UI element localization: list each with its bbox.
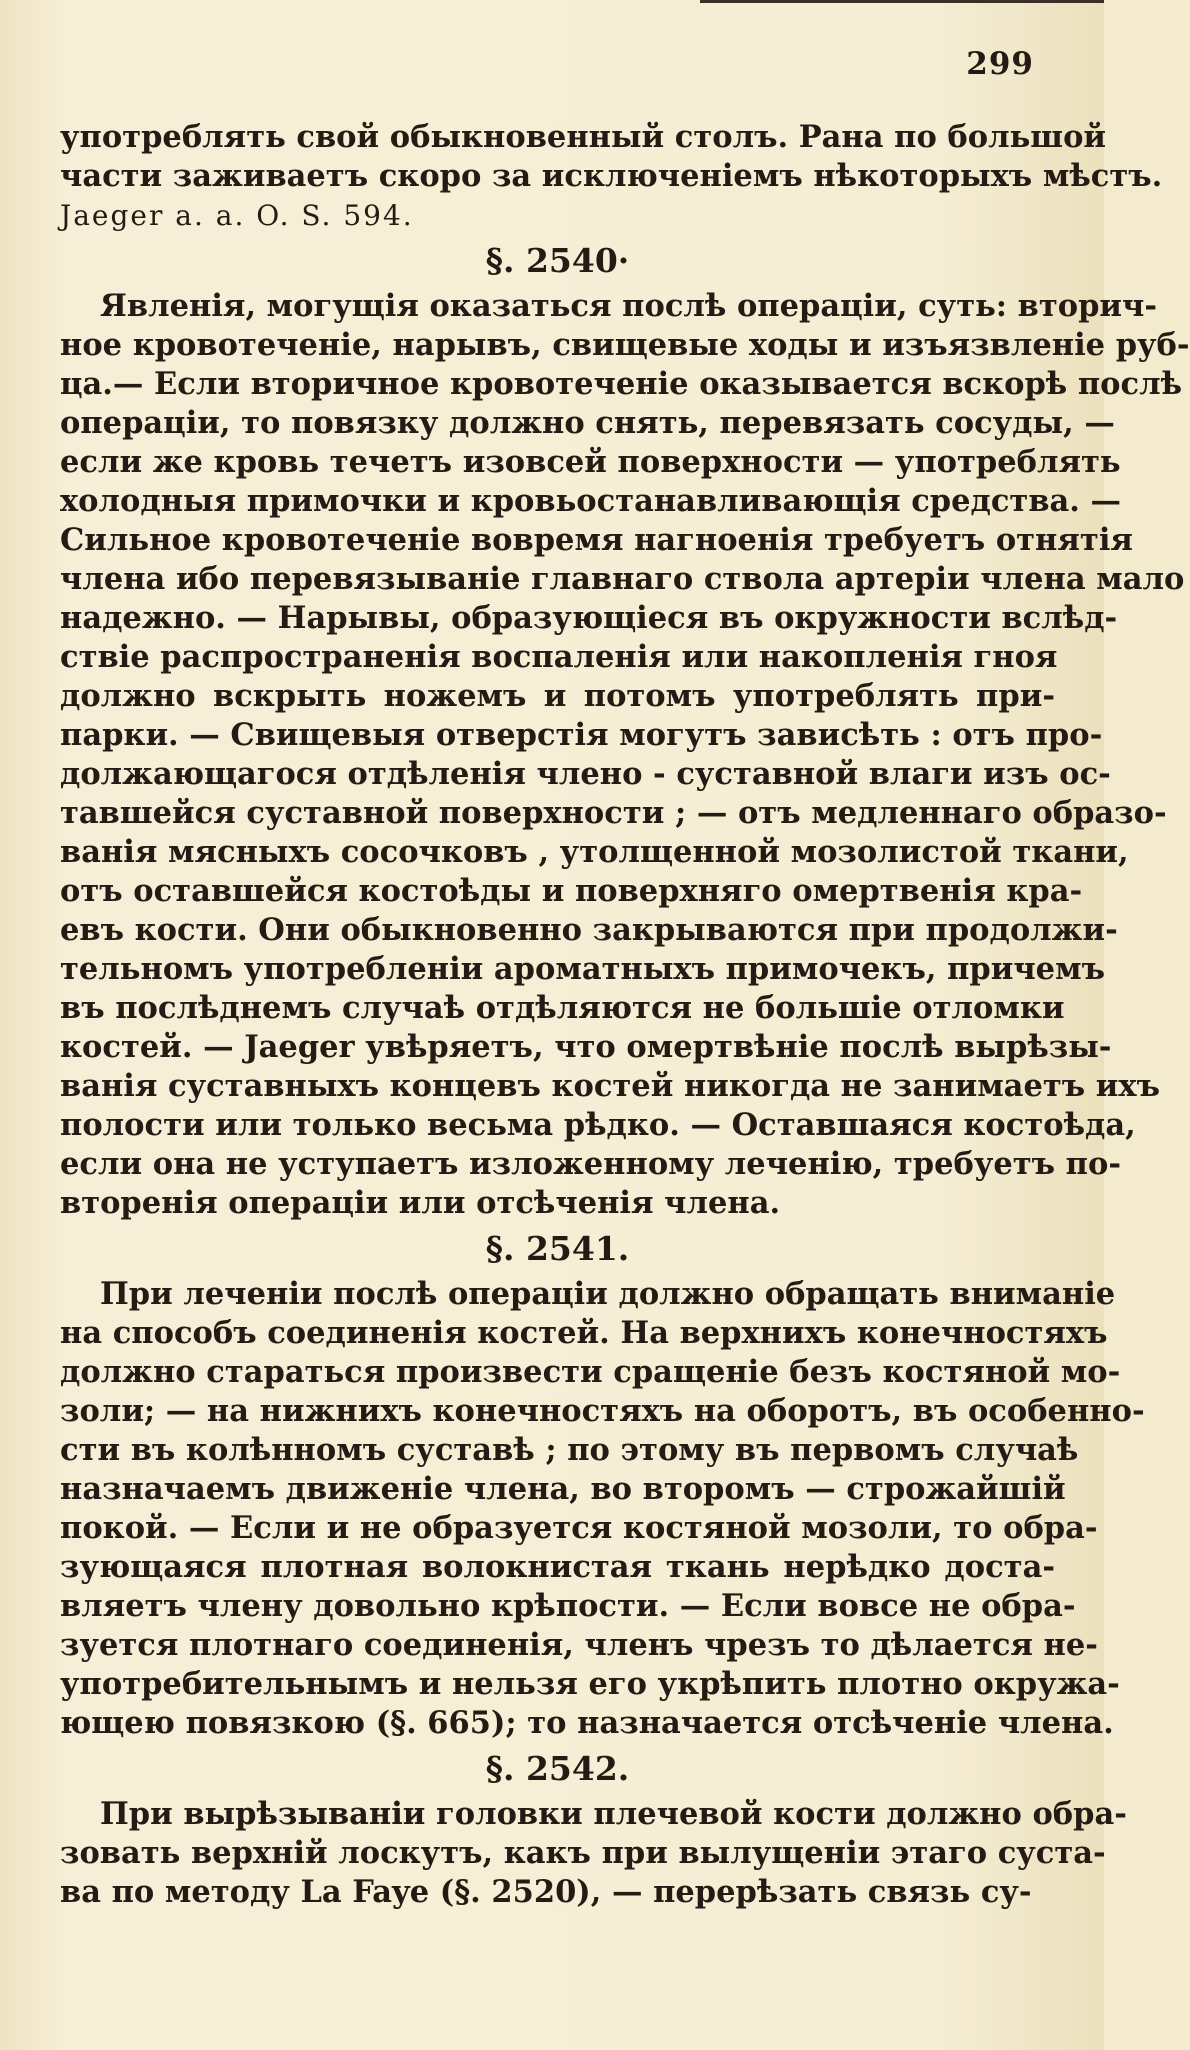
text-line: холодныя примочки и кровьостанавливающія средства. — xyxy=(60,483,1122,519)
section-heading: §. 2542. xyxy=(485,1749,630,1788)
text-line: зуется плотнаго соединенія, членъ чрезъ то дѣлается не- xyxy=(60,1627,1098,1663)
text-line: члена ибо перевязываніе главнаго ствола артеріи члена мало xyxy=(60,561,1185,597)
text-line: сти въ колѣнномъ суставѣ ; по этому въ первомъ случаѣ xyxy=(60,1432,1079,1468)
text-line: употребительнымъ и нельзя его укрѣпить плотно окружа- xyxy=(60,1666,1120,1702)
text-line: назначаемъ движеніе члена, во второмъ — строжайшій xyxy=(60,1471,1066,1507)
text-line: отъ оставшейся костоѣды и поверхняго омертвенія кра- xyxy=(60,873,1083,909)
text-line: если она не уступаетъ изложенному леченію, требуетъ по- xyxy=(60,1146,1122,1182)
page-number: 299 xyxy=(966,46,1034,82)
top-rule xyxy=(700,0,1104,3)
text-line: евъ кости. Они обыкновенно закрываются при продолжи- xyxy=(60,912,1118,948)
text-line: должающагося отдѣленія члено - суставной влаги изъ ос- xyxy=(60,756,1111,792)
paragraph xyxy=(60,287,1190,1223)
text-line: зовать верхній лоскутъ, какъ при вылущеніи этаго суста- xyxy=(60,1835,1106,1871)
text-line: употреблять свой обыкновенный столъ. Рана по большой xyxy=(60,119,1107,155)
text-line: ющею повязкою (§. 665); то назначается отсѣченіе члена. xyxy=(60,1705,1114,1741)
paragraph xyxy=(60,1795,1127,1912)
text-line: ванія мясныхъ сосочковъ , утолщенной мозолистой ткани, xyxy=(60,834,1129,870)
text-column xyxy=(60,118,1190,1912)
section-heading: §. 2541. xyxy=(485,1229,630,1268)
text-line: При леченіи послѣ операціи должно обращать вниманіе xyxy=(100,1276,1116,1312)
text-line: Jaeger a. a. O. S. 594. xyxy=(60,199,414,232)
text-line: ванія суставныхъ концевъ костей никогда не занимаетъ ихъ xyxy=(60,1068,1160,1104)
text-line: парки. — Свищевыя отверстія могутъ зависѣть : отъ про- xyxy=(60,717,1103,753)
section-heading: §. 2540· xyxy=(485,241,630,280)
text-line: вторенія операціи или отсѣченія члена. xyxy=(60,1185,781,1221)
text-line: ва по методу La Faye (§. 2520), — перерѣзать связь су- xyxy=(60,1874,1032,1910)
text-line: костей. — Jaeger увѣряетъ, что омертвѣніе послѣ вырѣзы- xyxy=(60,1029,1112,1065)
text-line: ствіе распространенія воспаленія или накопленія гноя xyxy=(60,639,1058,675)
text-line: если же кровь течетъ изовсей поверхности — употреблять xyxy=(60,444,1121,480)
text-line: тавшейся суставной поверхности ; — отъ медленнаго образо- xyxy=(60,795,1167,831)
text-line: вляетъ члену довольно крѣпости. — Если вовсе не обра- xyxy=(60,1588,1076,1624)
text-line: золи; — на нижнихъ конечностяхъ на оборотъ, въ особенно- xyxy=(60,1393,1145,1429)
text-line: При вырѣзываніи головки плечевой кости должно обра- xyxy=(100,1796,1127,1832)
text-line: тельномъ употребленіи ароматныхъ примочекъ, причемъ xyxy=(60,951,1105,987)
text-line: должно стараться произвести сращеніе безъ костяной мо- xyxy=(60,1354,1121,1390)
text-line: Явленія, могущія оказаться послѣ операціи, суть: вторич- xyxy=(100,288,1158,324)
text-line: полости или только весьма рѣдко. — Оставшаяся костоѣда, xyxy=(60,1107,1136,1143)
text-line: операціи, то повязку должно снять, перевязать сосуды, — xyxy=(60,405,1115,441)
paragraph xyxy=(60,1275,1145,1743)
text-line: ца.— Если вторичное кровотеченіе оказывается вскорѣ послѣ xyxy=(60,366,1183,402)
text-line: зующаяся плотная волокнистая ткань нерѣдко доста- xyxy=(60,1549,1055,1585)
text-line: покой. — Если и не образуется костяной мозоли, то обра- xyxy=(60,1510,1098,1546)
text-line: надежно. — Нарывы, образующіеся въ окружности вслѣд- xyxy=(60,600,1118,636)
text-line: должно вскрыть ножемъ и потомъ употреблять при- xyxy=(60,678,1055,714)
text-line: ное кровотеченіе, нарывъ, свищевые ходы и изъязвленіе руб- xyxy=(60,327,1190,363)
text-line: въ послѣднемъ случаѣ отдѣляются не большіе отломки xyxy=(60,990,1065,1026)
text-line: части заживаетъ скоро за исключеніемъ нѣкоторыхъ мѣстъ. xyxy=(60,158,1163,194)
text-line: Сильное кровотеченіе вовремя нагноенія требуетъ отнятія xyxy=(60,522,1133,558)
paragraph xyxy=(60,118,1163,235)
text-line: на способъ соединенія костей. На верхнихъ конечностяхъ xyxy=(60,1315,1108,1351)
